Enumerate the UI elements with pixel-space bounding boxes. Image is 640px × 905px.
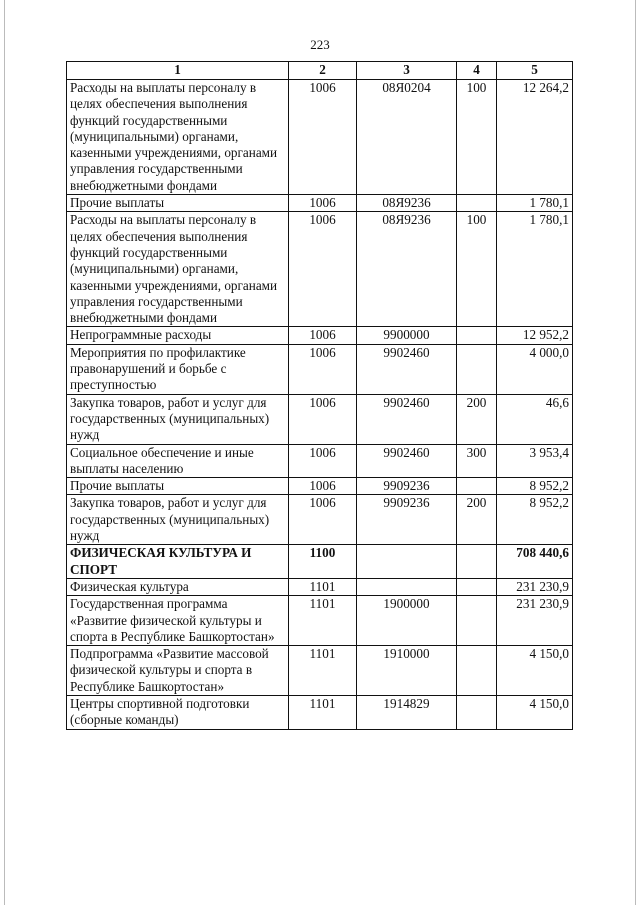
amount: 231 230,9: [497, 578, 573, 595]
amount: 4 150,0: [497, 695, 573, 729]
expense-name: Физическая культура: [67, 578, 289, 595]
header-col-4: 4: [457, 62, 497, 80]
amount: 1 780,1: [497, 195, 573, 212]
table-row: [67, 212, 573, 327]
budget-table: [66, 61, 573, 730]
table-row-section: [67, 545, 573, 579]
header-col-1: 1: [67, 62, 289, 80]
amount: 3 953,4: [497, 444, 573, 478]
amount: 4 000,0: [497, 344, 573, 394]
expense-name: Подпрограмма «Развитие массовой физической культуры и спорта в Республике Башкортостан»: [67, 646, 289, 696]
table-row: [67, 495, 573, 545]
expense-kind: [457, 596, 497, 646]
expense-name: Прочие выплаты: [67, 195, 289, 212]
scan-edge-right: [635, 0, 636, 905]
expense-name: Центры спортивной подготовки (сборные команды): [67, 695, 289, 729]
expense-kind: [457, 195, 497, 212]
table-header-row: [67, 62, 573, 80]
target-article: 9902460: [357, 444, 457, 478]
expense-kind: [457, 478, 497, 495]
expense-kind: 100: [457, 212, 497, 327]
target-article: 9902460: [357, 344, 457, 394]
header-col-2: 2: [289, 62, 357, 80]
section-code: 1006: [289, 195, 357, 212]
expense-kind: 300: [457, 444, 497, 478]
section-code: 1006: [289, 212, 357, 327]
target-article: 1910000: [357, 646, 457, 696]
expense-name: Государственная программа «Развитие физической культуры и спорта в Республике Башкортостан»: [67, 596, 289, 646]
table-row: [67, 578, 573, 595]
section-code: 1101: [289, 695, 357, 729]
header-col-5: 5: [497, 62, 573, 80]
section-code: 1006: [289, 444, 357, 478]
expense-kind: [457, 695, 497, 729]
table-row: [67, 394, 573, 444]
expense-name: Расходы на выплаты персоналу в целях обеспечения выполнения функций государственными (муниципальными) органами, казенными учреждениями, органами управления государственными внебюджетными фондами: [67, 80, 289, 195]
table-row: [67, 646, 573, 696]
table-row: [67, 195, 573, 212]
amount: 708 440,6: [497, 545, 573, 579]
target-article: 9909236: [357, 495, 457, 545]
section-code: 1006: [289, 80, 357, 195]
section-code: 1006: [289, 394, 357, 444]
amount: 231 230,9: [497, 596, 573, 646]
section-code: 1101: [289, 578, 357, 595]
expense-name: Расходы на выплаты персоналу в целях обеспечения выполнения функций государственными (муниципальными) органами, казенными учреждениями, органами управления государственными внебюджетными фондами: [67, 212, 289, 327]
expense-name: Мероприятия по профилактике правонарушений и борьбе с преступностью: [67, 344, 289, 394]
target-article: [357, 545, 457, 579]
section-code: 1100: [289, 545, 357, 579]
section-code: 1101: [289, 646, 357, 696]
expense-name: Социальное обеспечение и иные выплаты населению: [67, 444, 289, 478]
target-article: [357, 578, 457, 595]
section-code: 1006: [289, 478, 357, 495]
table-row: [67, 80, 573, 195]
table-row: [67, 444, 573, 478]
target-article: 1900000: [357, 596, 457, 646]
expense-kind: 200: [457, 394, 497, 444]
expense-name: Прочие выплаты: [67, 478, 289, 495]
expense-kind: 200: [457, 495, 497, 545]
expense-kind: [457, 344, 497, 394]
expense-name: ФИЗИЧЕСКАЯ КУЛЬТУРА И СПОРТ: [67, 545, 289, 579]
target-article: 9902460: [357, 394, 457, 444]
section-code: 1006: [289, 495, 357, 545]
expense-kind: [457, 646, 497, 696]
expense-name: Закупка товаров, работ и услуг для государственных (муниципальных) нужд: [67, 495, 289, 545]
amount: 8 952,2: [497, 495, 573, 545]
expense-name: Непрограммные расходы: [67, 327, 289, 344]
table-row: [67, 478, 573, 495]
amount: 12 952,2: [497, 327, 573, 344]
expense-name: Закупка товаров, работ и услуг для государственных (муниципальных) нужд: [67, 394, 289, 444]
target-article: 9909236: [357, 478, 457, 495]
target-article: 9900000: [357, 327, 457, 344]
scan-edge-left: [4, 0, 5, 905]
header-col-3: 3: [357, 62, 457, 80]
amount: 4 150,0: [497, 646, 573, 696]
expense-kind: 100: [457, 80, 497, 195]
table-row: [67, 327, 573, 344]
expense-kind: [457, 327, 497, 344]
amount: 1 780,1: [497, 212, 573, 327]
expense-kind: [457, 578, 497, 595]
table-row: [67, 695, 573, 729]
section-code: 1101: [289, 596, 357, 646]
section-code: 1006: [289, 327, 357, 344]
target-article: 08Я0204: [357, 80, 457, 195]
page-number: 223: [310, 37, 330, 52]
table-row: [67, 344, 573, 394]
target-article: 08Я9236: [357, 212, 457, 327]
expense-kind: [457, 545, 497, 579]
table-row: [67, 596, 573, 646]
section-code: 1006: [289, 344, 357, 394]
target-article: 1914829: [357, 695, 457, 729]
amount: 46,6: [497, 394, 573, 444]
amount: 8 952,2: [497, 478, 573, 495]
target-article: 08Я9236: [357, 195, 457, 212]
amount: 12 264,2: [497, 80, 573, 195]
